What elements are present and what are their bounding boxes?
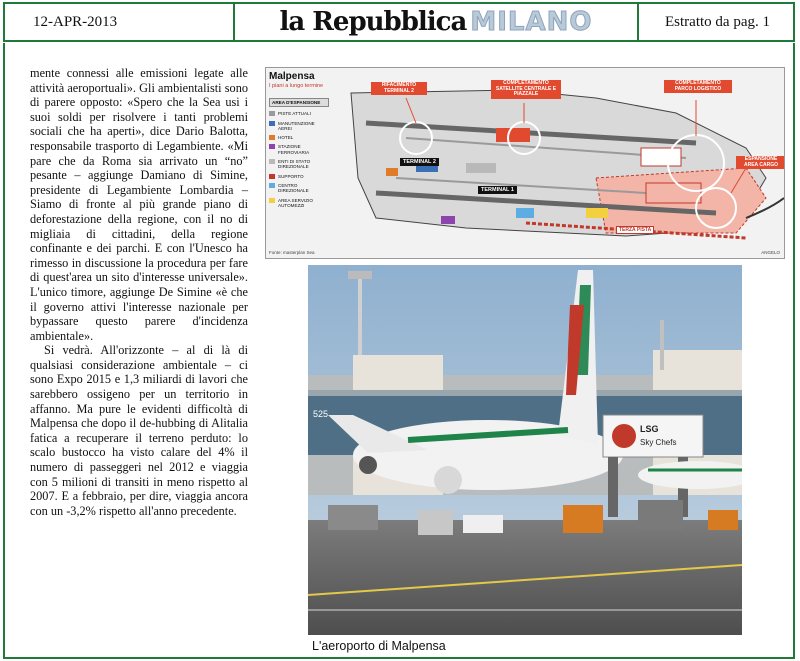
page-extract-label: Estratto da pag. 1: [665, 13, 770, 30]
legend-label: PISTE ATTUALI: [278, 111, 311, 117]
map-signature: ANGELO: [761, 250, 780, 255]
legend-swatch: [269, 159, 275, 164]
legend-item: [269, 159, 329, 170]
legend-item: [269, 144, 329, 155]
legend-item: [269, 121, 329, 132]
article-body: [30, 66, 248, 518]
legend-swatch: [269, 174, 275, 179]
legend-label: HOTEL: [278, 135, 294, 141]
airport-photo-illustration: [308, 265, 742, 635]
article-paragraph: mente connessi alle emissioni legate alle attività aeroportuali». Gli ambientalisti sono di parere opposto: «Spero che la Sea usi i suoi soldi per risolvere i tanti problemi sociali che ha aperti», dice Dario Balotta, responsabile trasporto di Legambiente. «Mi pare che da Roma sia arrivato un “no” pesante – aggiunge Damiano di Simine, presidente di Legambiente Lombardia – Siamo di fronte al più grande piano di deforestazione della regione, con il no di migliaia di cittadini, della regione confinante e dei parchi. E con l'Unesco ha rimesso in discussione la procedura per fare di quest'area un sito d'interesse universale». L'unico timore, aggiunge De Simine «è che il governo attivi l'interesse nazionale per bypassare questo parere d'incidenza ambientale».: [30, 66, 248, 343]
terminal2-label: TERMINAL 2: [400, 158, 439, 166]
legend-label: STAZIONE FERROVIARIA: [278, 144, 310, 155]
legend-label: MANUTENZIONE AEREI: [278, 120, 315, 131]
callout-terminal2: RIFACIMENTO TERMINAL 2: [371, 82, 427, 95]
legend-swatch: [269, 121, 275, 126]
legend-swatch: [269, 135, 275, 140]
logo-edition: MILANO: [470, 7, 593, 37]
legend-swatch: [269, 144, 275, 149]
sky-chefs-sign: Sky Chefs: [640, 438, 677, 447]
photo-caption: L'aeroporto di Malpensa: [312, 639, 446, 653]
gate-number: 525: [313, 409, 329, 419]
newspaper-logo: [233, 4, 639, 40]
malpensa-map-infographic: [265, 67, 785, 259]
legend-label: AREA SERVIZIO AUTOMEZZI: [278, 197, 313, 208]
legend-label: CENTRO DIREZIONALE: [278, 182, 309, 194]
callout-satellite: COMPLETAMENTO SATELLITE CENTRALE E PIAZZALE: [491, 80, 561, 99]
publication-date: 12-APR-2013: [33, 13, 118, 30]
legend-item: [269, 111, 329, 116]
callout-cargo: ESPANSIONE AREA CARGO: [736, 156, 785, 169]
map-subtitle: I piani a lungo termine: [269, 83, 324, 89]
legend-label: ENTI DI STATO DIREZIONALE: [278, 159, 311, 170]
legend-label: SUPPORTO: [278, 173, 304, 179]
map-credit: Fonte: masterplan Sea: [269, 250, 315, 255]
map-legend: [269, 98, 329, 212]
legend-swatch: [269, 183, 275, 188]
article-paragraph: Si vedrà. All'orizzonte – al di là di qualsiasi considerazione ambientale – ci sono Expo 2015 e 1,3 miliardi di lavori che sarebbero ossigeno per un territorio in affanno. Ma pure le evidenti difficoltà di Malpensa che dopo il de-hubbing di Alitalia fatica a recuperare il terreno perduto: lo scalo bustocco ha visto calare del 4% il numero di passeggeri nel 2012 e viaggia con 5 milioni di transiti in meno rispetto al 2007. E a febbraio, per dire, viaggia ancora con un -3,2% rispetto all'anno precedente.: [30, 343, 248, 518]
legend-item: [269, 183, 329, 194]
legend-item: [269, 135, 329, 140]
legend-item: [269, 174, 329, 179]
lsg-sign: LSG: [640, 424, 659, 434]
legend-swatch: [269, 198, 275, 203]
page-header: [3, 2, 795, 42]
terza-pista-label: TERZA PISTA: [616, 226, 654, 234]
callout-logistico: COMPLETAMENTO PARCO LOGISTICO: [664, 80, 732, 93]
legend-item: [269, 198, 329, 209]
legend-area-label: AREA D'ESPANSIONE: [269, 98, 329, 107]
legend-swatch: [269, 111, 275, 116]
logo-masthead: la Repubblica: [279, 7, 467, 37]
airport-photo: [308, 265, 742, 635]
map-title: Malpensa: [269, 71, 315, 82]
terminal1-label: TERMINAL 1: [478, 186, 517, 194]
